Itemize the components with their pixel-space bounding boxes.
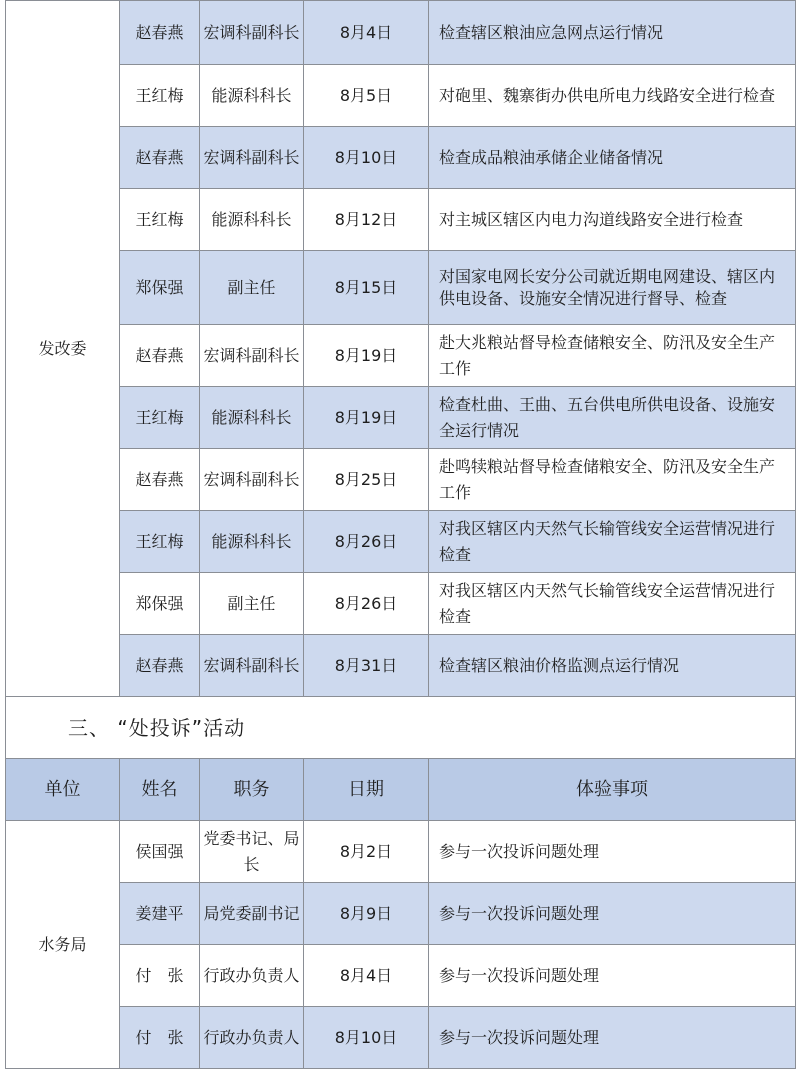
table-row xyxy=(6,883,796,945)
header-unit: 单位 xyxy=(6,759,120,821)
item-cell: 参与一次投诉问题处理 xyxy=(429,945,796,1007)
position-cell: 能源科科长 xyxy=(200,189,304,251)
header-position: 职务 xyxy=(200,759,304,821)
name-cell: 赵春燕 xyxy=(120,449,200,511)
date-cell: 8月19日 xyxy=(304,325,429,387)
item-cell: 检查杜曲、王曲、五台供电所供电设备、设施安全运行情况 xyxy=(429,387,796,449)
table-row xyxy=(6,449,796,511)
date-cell: 8月31日 xyxy=(304,635,429,697)
position-cell: 宏调科副科长 xyxy=(200,449,304,511)
date-cell: 8月4日 xyxy=(304,945,429,1007)
item-cell: 赴大兆粮站督导检查储粮安全、防汛及安全生产工作 xyxy=(429,325,796,387)
name-cell: 王红梅 xyxy=(120,189,200,251)
name-cell: 王红梅 xyxy=(120,511,200,573)
item-cell: 参与一次投诉问题处理 xyxy=(429,883,796,945)
unit-cell: 发改委 xyxy=(6,1,120,697)
name-cell: 姜建平 xyxy=(120,883,200,945)
position-cell: 能源科科长 xyxy=(200,511,304,573)
name-cell: 赵春燕 xyxy=(120,127,200,189)
date-cell: 8月9日 xyxy=(304,883,429,945)
name-cell: 付 张 xyxy=(120,1007,200,1069)
header-item: 体验事项 xyxy=(429,759,796,821)
item-cell: 对砲里、魏寨街办供电所电力线路安全进行检查 xyxy=(429,65,796,127)
date-cell: 8月12日 xyxy=(304,189,429,251)
item-cell: 对国家电网长安分公司就近期电网建设、辖区内供电设备、设施安全情况进行督导、检查 xyxy=(429,251,796,325)
item-cell: 检查成品粮油承储企业储备情况 xyxy=(429,127,796,189)
item-cell: 对我区辖区内天然气长输管线安全运营情况进行检查 xyxy=(429,511,796,573)
table-row xyxy=(6,945,796,1007)
name-cell: 王红梅 xyxy=(120,65,200,127)
section-heading-cell xyxy=(6,697,796,759)
position-cell: 宏调科副科长 xyxy=(200,127,304,189)
item-cell: 对我区辖区内天然气长输管线安全运营情况进行检查 xyxy=(429,573,796,635)
table-row xyxy=(6,127,796,189)
date-cell: 8月10日 xyxy=(304,1007,429,1069)
activity-table xyxy=(5,0,796,1069)
position-cell: 行政办负责人 xyxy=(200,945,304,1007)
date-cell: 8月25日 xyxy=(304,449,429,511)
position-cell: 能源科科长 xyxy=(200,387,304,449)
name-cell: 付 张 xyxy=(120,945,200,1007)
date-cell: 8月19日 xyxy=(304,387,429,449)
table-row xyxy=(6,189,796,251)
name-cell: 郑保强 xyxy=(120,251,200,325)
table-row xyxy=(6,1007,796,1069)
name-cell: 侯国强 xyxy=(120,821,200,883)
name-cell: 郑保强 xyxy=(120,573,200,635)
date-cell: 8月26日 xyxy=(304,573,429,635)
date-cell: 8月5日 xyxy=(304,65,429,127)
section-row xyxy=(6,697,796,759)
table-row xyxy=(6,251,796,325)
position-cell: 副主任 xyxy=(200,573,304,635)
name-cell: 王红梅 xyxy=(120,387,200,449)
item-cell: 检查辖区粮油价格监测点运行情况 xyxy=(429,635,796,697)
table-header-row xyxy=(6,759,796,821)
item-cell: 参与一次投诉问题处理 xyxy=(429,821,796,883)
item-cell: 检查辖区粮油应急网点运行情况 xyxy=(429,1,796,65)
item-cell: 赴鸣犊粮站督导检查储粮安全、防汛及安全生产工作 xyxy=(429,449,796,511)
section-title: 三、 “处投诉”活动 xyxy=(68,715,246,740)
position-cell: 副主任 xyxy=(200,251,304,325)
table-row xyxy=(6,65,796,127)
date-cell: 8月4日 xyxy=(304,1,429,65)
name-cell: 赵春燕 xyxy=(120,1,200,65)
name-cell: 赵春燕 xyxy=(120,325,200,387)
table-row xyxy=(6,325,796,387)
table-row xyxy=(6,387,796,449)
name-cell: 赵春燕 xyxy=(120,635,200,697)
item-cell: 对主城区辖区内电力沟道线路安全进行检查 xyxy=(429,189,796,251)
table-row xyxy=(6,573,796,635)
table-row xyxy=(6,635,796,697)
position-cell: 宏调科副科长 xyxy=(200,635,304,697)
header-date: 日期 xyxy=(304,759,429,821)
table-row xyxy=(6,511,796,573)
date-cell: 8月26日 xyxy=(304,511,429,573)
position-cell: 宏调科副科长 xyxy=(200,1,304,65)
date-cell: 8月15日 xyxy=(304,251,429,325)
position-cell: 党委书记、局长 xyxy=(200,821,304,883)
position-cell: 宏调科副科长 xyxy=(200,325,304,387)
position-cell: 能源科科长 xyxy=(200,65,304,127)
date-cell: 8月10日 xyxy=(304,127,429,189)
position-cell: 局党委副书记 xyxy=(200,883,304,945)
table-row xyxy=(6,1,796,65)
position-cell: 行政办负责人 xyxy=(200,1007,304,1069)
date-cell: 8月2日 xyxy=(304,821,429,883)
table-row xyxy=(6,821,796,883)
item-cell: 参与一次投诉问题处理 xyxy=(429,1007,796,1069)
header-name: 姓名 xyxy=(120,759,200,821)
unit-cell: 水务局 xyxy=(6,821,120,1069)
